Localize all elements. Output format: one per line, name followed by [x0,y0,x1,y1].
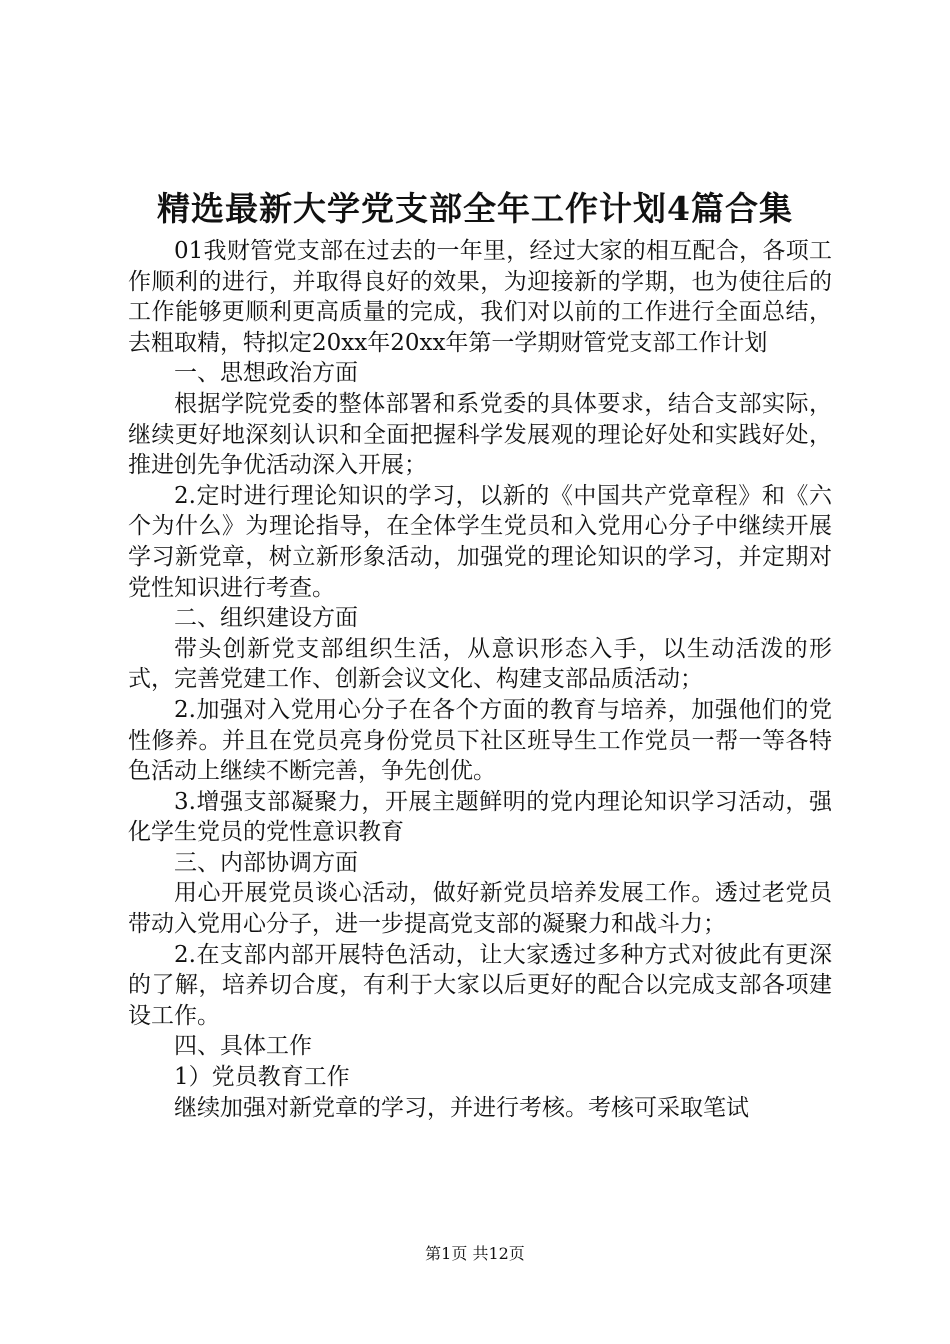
paragraph: 根据学院党委的整体部署和系党委的具体要求，结合支部实际，继续更好地深刻认识和全面把握科学发展观的理论好处和实践好处，推进创先争优活动深入开展； [128,390,832,479]
paragraph: 继续加强对新党章的学习，并进行考核。考核可采取笔试 [174,1094,749,1121]
paragraph: 2.加强对入党用心分子在各个方面的教育与培养，加强他们的党性修养。并且在党员亮身份党员下社区班导生工作党员一帮一等各特色活动上继续不断完善，争先创优。 [128,696,832,785]
paragraph: 2.定时进行理论知识的学习，以新的《中国共产党章程》和《六个为什么》为理论指导，在全体学生党员和入党用心分子中继续开展学习新党章，树立新形象活动，加强党的理论知识的学习，并定期对党性知识进行考查。 [128,482,832,601]
subsection-heading: 1）党员教育工作 [174,1064,350,1091]
paragraph: 2.在支部内部开展特色活动，让大家透过多种方式对彼此有更深的了解，培养切合度，有利于大家以后更好的配合以完成支部各项建设工作。 [128,941,832,1029]
page-footer: 第1页 共12页 [425,1244,525,1263]
paragraph: 3.增强支部凝聚力，开展主题鲜明的党内理论知识学习活动，强化学生党员的党性意识教育 [128,788,832,846]
paragraph: 带头创新党支部组织生活，从意识形态入手，以生动活泼的形式，完善党建工作、创新会议文化、构建支部品质活动； [128,635,832,693]
section-heading: 四、具体工作 [174,1033,312,1060]
paragraph: 01我财管党支部在过去的一年里，经过大家的相互配合，各项工作顺利的进行，并取得良好的效果，为迎接新的学期，也为使往后的工作能够更顺利更高质量的完成，我们对以前的工作进行全面总结，去粗取精，特拟定20xx年20xx年第一学期财管党支部工作计划 [128,238,832,356]
document-title: 精选最新大学党支部全年工作计划4篇合集 [157,189,793,228]
document-body [128,236,832,1123]
paragraph: 用心开展党员谈心活动，做好新党员培养发展工作。透过老党员带动入党用心分子，进一步提高党支部的凝聚力和战斗力； [128,880,832,938]
section-heading: 二、组织建设方面 [174,605,358,632]
section-heading: 三、内部协调方面 [174,849,358,876]
section-heading: 一、思想政治方面 [174,360,358,387]
